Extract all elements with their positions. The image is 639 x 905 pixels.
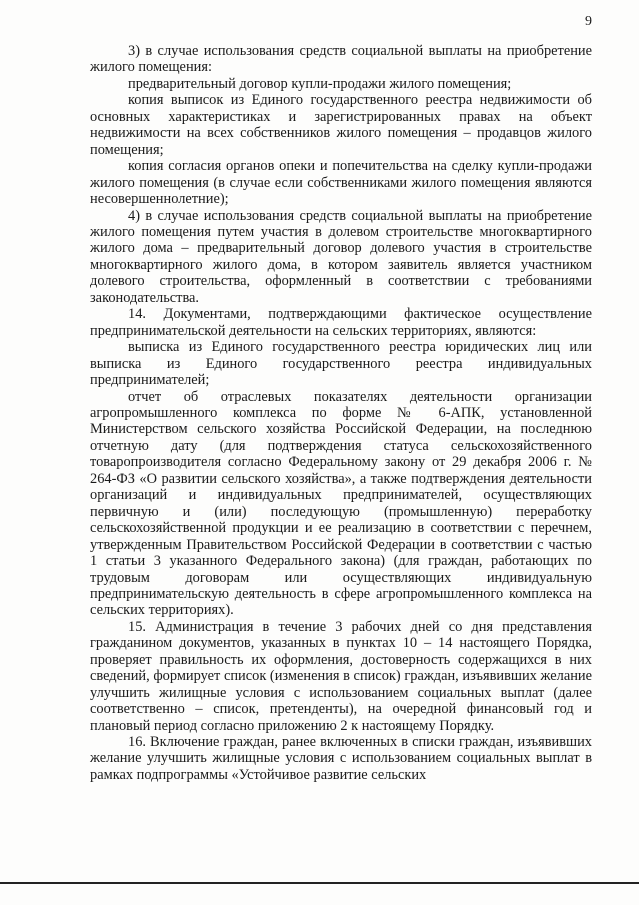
paragraph-clause-16: 16. Включение граждан, ранее включенных в списки граждан, изъявивших желание улучшить жилищные условия с использованием социальных выплат в рамках подпрограммы «Устойчивое развитие сельских	[90, 734, 592, 783]
paragraph-item-4: 4) в случае использования средств социальной выплаты на приобретение жилого помещения путем участия в долевом строительстве многоквартирного жилого дома – предварительный договор долевого участия в строительстве многоквартирного жилого дома, в котором заявитель является участником долевого строительства, оформленный в соответствии с требованиями законодательства.	[90, 207, 592, 306]
paragraph-clause-15: 15. Администрация в течение 3 рабочих дней со дня представления гражданином документов, указанных в пунктах 10 – 14 настоящего Порядка, проверяет правильность их оформления, достоверность содержащихся в них сведений, формирует список (изменения в список) граждан, изъявивших желание улучшить жилищные условия с использованием социальных выплат (далее соответственно – список, претенденты), на очередной финансовый год и плановый период согласно приложению 2 к настоящему Порядку.	[90, 618, 592, 734]
paragraph-legal-entities-extract: выписка из Единого государственного реестра юридических лиц или выписка из Единого государственного реестра индивидуальных предпринимателей;	[90, 339, 592, 389]
paragraph-6-apk-report: отчет об отраслевых показателях деятельности организации агропромышленного комплекса по форме № 6-АПК, установленной Министерством сельского хозяйства Российской Федерации, на последнюю отчетную дату (для подтверждения статуса сельскохозяйственного товаропроизводителя согласно Федеральному закону от 29 декабря 2006 г. № 264-ФЗ «О развитии сельского хозяйства», а также подтверждения деятельности организаций и индивидуальных предпринимателей, осуществляющих первичную и (или) последующую (промышленную) переработку сельскохозяйственной продукции и ее реализацию в соответствии с перечнем, утвержденным Правительством Российской Федерации в соответствии с частью 1 статьи 3 указанного Федерального закона) (для граждан, работающих по трудовым договорам или осуществляющих индивидуальную предпринимательскую деятельность в сфере агропромышленного комплекса на сельских территориях).	[90, 388, 592, 619]
paragraph-item-3: 3) в случае использования средств социальной выплаты на приобретение жилого помещения:	[90, 43, 592, 76]
paragraph-clause-14: 14. Документами, подтверждающими фактическое осуществление предпринимательской деятельности на сельских территориях, являются:	[90, 306, 592, 339]
paragraph-guardianship-consent: копия согласия органов опеки и попечительства на сделку купли-продажи жилого помещения (в случае если собственниками жилого помещения являются несовершеннолетние);	[90, 158, 592, 208]
paragraph-registry-extract: копия выписок из Единого государственного реестра недвижимости об основных характеристиках и зарегистрированных правах на объект недвижимости на всех собственников жилого помещения – продавцов жилого помещения;	[90, 92, 592, 158]
document-body	[90, 43, 592, 783]
page-number: 9	[585, 14, 592, 29]
bottom-divider	[0, 882, 639, 884]
paragraph-preliminary-contract: предварительный договор купли-продажи жилого помещения;	[128, 75, 512, 92]
